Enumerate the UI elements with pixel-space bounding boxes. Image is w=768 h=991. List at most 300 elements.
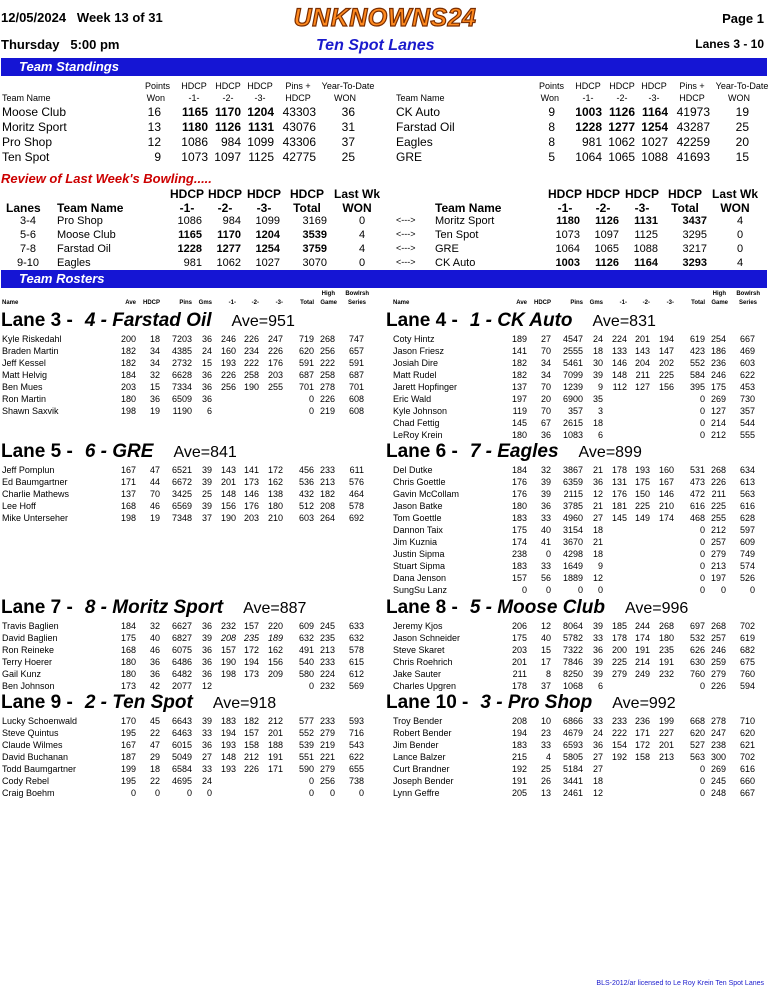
player-high-game: 222	[319, 358, 335, 368]
player-game3: 268	[658, 621, 674, 631]
player-game1: 279	[611, 669, 627, 679]
player-pins: 4547	[562, 334, 583, 344]
player-games: 33	[592, 633, 603, 643]
player-pins: 6463	[171, 728, 192, 738]
player-handicap: 41	[540, 537, 551, 547]
player-game2: 222	[243, 358, 259, 368]
player-game3: 202	[658, 358, 674, 368]
review-col-g3: -3-	[256, 201, 272, 215]
col-header-points: Points	[144, 81, 170, 91]
review-col-lastwk: Last Wk	[711, 187, 758, 201]
col-header-pins: Pins +	[679, 81, 705, 91]
player-average: 175	[511, 633, 527, 643]
player-game1: 157	[220, 645, 236, 655]
player-pins: 7322	[562, 645, 583, 655]
player-game2: 143	[634, 346, 650, 356]
player-pins: 3154	[562, 525, 583, 535]
lane-team-name: 8 - Moritz Sport	[84, 597, 224, 618]
player-average: 171	[120, 477, 136, 487]
player-game1: 193	[220, 358, 236, 368]
review-won-a: 0	[358, 215, 366, 227]
player-name: Troy Bender	[393, 716, 443, 726]
player-high-series: 612	[348, 669, 364, 679]
player-game1: 224	[611, 334, 627, 344]
roster-col-hdcp: HDCP	[142, 300, 160, 306]
standing-game3: 1254	[641, 120, 668, 134]
player-name: Chad Fettig	[393, 418, 440, 428]
player-handicap: 40	[540, 633, 551, 643]
player-total: 0	[699, 394, 705, 404]
player-high-game: 127	[710, 406, 726, 416]
player-game1: 156	[220, 501, 236, 511]
review-score-a: 1062	[216, 257, 241, 269]
player-game1: 176	[611, 489, 627, 499]
player-game3: 226	[267, 346, 283, 356]
player-high-game: 213	[319, 477, 335, 487]
roster-col-high-series: Bowlrsh	[345, 291, 369, 297]
standing-game1: 1073	[181, 150, 208, 164]
review-team-a: Farstad Oil	[57, 243, 111, 255]
player-games: 39	[201, 465, 212, 475]
player-game3: 210	[267, 513, 283, 523]
player-average: 175	[120, 633, 136, 643]
player-total: 616	[689, 501, 705, 511]
player-games: 36	[201, 382, 212, 392]
player-game3: 172	[267, 465, 283, 475]
player-average: 194	[511, 728, 527, 738]
league-logo	[284, 4, 486, 30]
roster-col-gms: Gms	[198, 300, 212, 306]
player-average: 141	[511, 346, 527, 356]
standing-game3: 1027	[641, 135, 668, 149]
standing-game2: 1097	[214, 150, 241, 164]
time-label: 5:00 pm	[70, 37, 120, 52]
roster-col-name: Name	[2, 300, 19, 306]
player-average: 176	[511, 489, 527, 499]
player-average: 195	[120, 776, 136, 786]
player-game1: 181	[611, 501, 627, 511]
player-game1: 208	[220, 633, 236, 643]
standing-ytd-won: 19	[735, 105, 749, 119]
review-col-hdcp: HDCP	[169, 187, 204, 201]
standing-points: 5	[548, 150, 555, 164]
player-average: 180	[120, 394, 136, 404]
player-average: 174	[511, 537, 527, 547]
player-game3: 188	[267, 740, 283, 750]
review-score-b: 1131	[634, 215, 658, 227]
player-name: Mike Unterseher	[2, 513, 69, 523]
player-average: 203	[120, 382, 136, 392]
player-high-series: 702	[739, 621, 755, 631]
player-high-game: 279	[710, 669, 726, 679]
player-high-series: 701	[348, 382, 364, 392]
player-high-series: 622	[739, 370, 755, 380]
player-total: 456	[298, 465, 314, 475]
player-pins: 2555	[562, 346, 583, 356]
player-high-game: 256	[319, 776, 335, 786]
standing-ytd-won: 36	[341, 105, 355, 119]
player-game2: 175	[634, 477, 650, 487]
player-games: 37	[201, 513, 212, 523]
player-pins: 6521	[171, 465, 192, 475]
player-average: 206	[511, 621, 527, 631]
lane-heading	[1, 692, 276, 714]
player-game2: 157	[243, 728, 259, 738]
player-handicap: 70	[540, 382, 551, 392]
player-handicap: 46	[149, 501, 160, 511]
player-high-series: 593	[348, 716, 364, 726]
roster-col-g1: -1-	[228, 300, 236, 306]
lane-team-name: 1 - CK Auto	[469, 310, 573, 331]
player-high-game: 225	[710, 501, 726, 511]
player-games: 36	[201, 370, 212, 380]
player-game1: 256	[220, 382, 236, 392]
player-high-game: 226	[710, 477, 726, 487]
player-high-series: 738	[348, 776, 364, 786]
player-total: 0	[699, 430, 705, 440]
player-name: Joseph Bender	[393, 776, 454, 786]
player-average: 189	[511, 334, 527, 344]
review-lanes: 3-4	[20, 215, 36, 227]
player-total: 563	[689, 752, 705, 762]
player-pins: 6584	[171, 764, 192, 774]
standing-game1: 1180	[181, 120, 208, 134]
col-header-team: Team Name	[396, 93, 445, 103]
player-total: 760	[689, 669, 705, 679]
player-pins: 8064	[562, 621, 583, 631]
player-name: Gail Kunz	[2, 669, 42, 679]
review-score-a: 3070	[302, 257, 327, 269]
player-high-series: 594	[739, 681, 755, 691]
player-name: Chris Roehrich	[393, 657, 453, 667]
player-high-series: 660	[739, 776, 755, 786]
player-total: 580	[298, 669, 314, 679]
player-high-game: 224	[319, 669, 335, 679]
player-high-game: 247	[710, 728, 726, 738]
standing-game1: 1228	[575, 120, 602, 134]
player-name: Charlie Mathews	[2, 489, 70, 499]
player-name: Curt Brandner	[393, 764, 450, 774]
player-handicap: 56	[540, 573, 551, 583]
player-game2: 203	[243, 513, 259, 523]
player-handicap: 36	[149, 657, 160, 667]
review-score-a: 1099	[255, 215, 280, 227]
standing-ytd-won: 31	[341, 120, 355, 134]
review-col-hdcp: HDCP	[585, 187, 620, 201]
league-logo-text: UNKNOWNS24	[293, 4, 477, 30]
player-average: 145	[511, 418, 527, 428]
player-high-game: 235	[319, 633, 335, 643]
player-average: 201	[511, 657, 527, 667]
review-team-a: Eagles	[57, 257, 91, 269]
player-name: Jeremy Kjos	[393, 621, 443, 631]
player-games: 21	[592, 501, 603, 511]
player-total: 577	[298, 716, 314, 726]
player-average: 180	[511, 430, 527, 440]
player-high-series: 563	[739, 489, 755, 499]
player-pins: 6866	[562, 716, 583, 726]
player-name: Jason Friesz	[393, 346, 445, 356]
standing-points: 13	[147, 120, 161, 134]
review-score-a: 1165	[178, 229, 202, 241]
player-game2: 158	[634, 752, 650, 762]
player-high-series: 357	[739, 406, 755, 416]
review-won-b: 4	[736, 215, 744, 227]
roster-col-pins: Pins	[179, 300, 192, 306]
player-handicap: 34	[149, 346, 160, 356]
review-score-b: 1064	[555, 243, 580, 255]
player-games: 6	[206, 406, 212, 416]
player-average: 184	[120, 370, 136, 380]
player-handicap: 39	[540, 477, 551, 487]
player-high-series: 675	[739, 657, 755, 667]
player-total: 0	[308, 394, 314, 404]
player-game3: 156	[267, 657, 283, 667]
player-total: 552	[298, 728, 314, 738]
standing-points: 16	[147, 105, 161, 119]
lane-heading	[386, 692, 676, 714]
player-game2: 191	[634, 645, 650, 655]
player-high-game: 0	[329, 788, 335, 798]
review-team-b: CK Auto	[435, 257, 476, 269]
player-name: Jeff Kessel	[2, 358, 46, 368]
player-high-game: 212	[710, 430, 726, 440]
roster-col-ave: Ave	[125, 300, 136, 306]
player-game3: 201	[658, 740, 674, 750]
player-high-series: 730	[739, 394, 755, 404]
player-game1: 133	[611, 346, 627, 356]
player-games: 36	[201, 657, 212, 667]
player-total: 0	[699, 573, 705, 583]
player-game3: 191	[267, 752, 283, 762]
col-header-game: -1-	[188, 93, 200, 103]
player-name: Lance Balzer	[393, 752, 446, 762]
player-handicap: 15	[540, 645, 551, 655]
standing-game2: 1065	[608, 150, 635, 164]
review-arrow: <--->	[396, 243, 416, 253]
player-game2: 212	[243, 752, 259, 762]
player-name: Lynn Geffre	[393, 788, 440, 798]
review-score-b: 1180	[556, 215, 580, 227]
lane-heading	[386, 310, 656, 332]
roster-col-high-game: High	[712, 291, 726, 297]
player-game3: 162	[267, 477, 283, 487]
player-game2: 211	[635, 370, 650, 380]
player-high-series: 543	[348, 740, 364, 750]
player-high-series: 628	[739, 513, 755, 523]
lane-team-name: 2 - Ten Spot	[84, 692, 193, 713]
col-header-ytd-won: WON	[334, 93, 356, 103]
player-handicap: 12	[540, 621, 551, 631]
player-high-game: 197	[710, 573, 726, 583]
player-game2: 234	[243, 346, 259, 356]
player-pins: 2615	[562, 418, 583, 428]
player-name: Josiah Dire	[393, 358, 439, 368]
player-average: 211	[512, 669, 527, 679]
player-games: 15	[201, 358, 212, 368]
player-high-game: 219	[319, 406, 335, 416]
player-name: Justin Sipma	[393, 549, 445, 559]
review-col-lastwk: Last Wk	[333, 187, 380, 201]
bowling-center: Ten Spot Lanes	[316, 37, 435, 54]
player-name: Ed Baumgartner	[2, 477, 68, 487]
player-game3: 235	[658, 645, 674, 655]
player-name: Coty Hintz	[393, 334, 435, 344]
lane-team-average: Ave=841	[173, 444, 237, 461]
player-game2: 173	[243, 477, 259, 487]
player-high-series: 687	[348, 370, 364, 380]
player-game3: 189	[267, 633, 283, 643]
player-handicap: 15	[149, 382, 160, 392]
standing-team-name: Eagles	[396, 135, 433, 149]
player-average: 119	[512, 406, 527, 416]
player-games: 6	[597, 681, 603, 691]
player-average: 168	[120, 645, 136, 655]
player-total: 0	[699, 776, 705, 786]
player-name: Shawn Saxvik	[2, 406, 59, 416]
review-col-won: WON	[342, 201, 372, 215]
player-total: 0	[699, 525, 705, 535]
player-name: Lee Hoff	[2, 501, 36, 511]
player-total: 539	[298, 740, 314, 750]
player-total: 697	[689, 621, 705, 631]
player-average: 0	[130, 788, 136, 798]
review-col-g1: -1-	[179, 201, 195, 215]
player-game2: 194	[243, 657, 259, 667]
review-team-b: Ten Spot	[435, 229, 479, 241]
standing-points: 8	[548, 135, 555, 149]
player-games: 9	[597, 382, 603, 392]
player-game1: 183	[220, 716, 236, 726]
player-high-series: 616	[739, 764, 755, 774]
player-high-game: 213	[710, 561, 726, 571]
player-average: 167	[120, 465, 136, 475]
player-game1: 148	[220, 752, 236, 762]
review-score-a: 981	[183, 257, 202, 269]
lane-team-average: Ave=887	[243, 600, 307, 617]
player-game1: 226	[220, 370, 236, 380]
player-name: Jake Sauter	[393, 669, 442, 679]
player-average: 178	[511, 681, 527, 691]
player-total: 630	[689, 657, 705, 667]
review-score-b: 1065	[594, 243, 619, 255]
player-games: 12	[201, 681, 212, 691]
player-average: 175	[511, 525, 527, 535]
player-pins: 7099	[562, 370, 583, 380]
lane-team-average: Ave=899	[578, 444, 642, 461]
review-score-a: 1204	[255, 229, 280, 241]
player-game3: 227	[658, 728, 674, 738]
standing-game3: 1131	[247, 120, 274, 134]
player-name: Kyle Riskedahl	[2, 334, 62, 344]
lane-heading	[1, 441, 237, 463]
review-col-hdcp: HDCP	[624, 187, 659, 201]
col-header-game: -3-	[648, 93, 660, 103]
player-total: 620	[689, 728, 705, 738]
week-label: Week 13 of 31	[76, 10, 163, 25]
review-team-a: Pro Shop	[57, 215, 103, 227]
player-game1: 246	[220, 334, 236, 344]
player-high-series: 621	[739, 740, 755, 750]
player-high-series: 526	[739, 573, 755, 583]
standing-game1: 1064	[575, 150, 602, 164]
player-games: 36	[592, 740, 603, 750]
player-games: 27	[201, 752, 212, 762]
review-lanes: 9-10	[16, 257, 40, 269]
player-handicap: 32	[149, 621, 160, 631]
player-high-series: 0	[358, 788, 364, 798]
player-pins: 5805	[562, 752, 583, 762]
player-game1: 233	[611, 716, 627, 726]
player-game1: 112	[612, 382, 627, 392]
player-average: 195	[120, 728, 136, 738]
player-high-series: 555	[739, 430, 755, 440]
rosters-bar	[1, 270, 767, 288]
player-games: 39	[201, 477, 212, 487]
player-handicap: 22	[149, 776, 160, 786]
player-total: 590	[298, 764, 314, 774]
review-won-a: 4	[358, 243, 366, 255]
col-header-pins: Pins +	[285, 81, 311, 91]
player-average: 208	[511, 716, 527, 726]
standing-game2: 1170	[214, 105, 241, 119]
col-header-points: Points	[538, 81, 564, 91]
review-score-a: 1027	[255, 257, 280, 269]
player-high-game: 268	[319, 334, 335, 344]
player-game1: 148	[220, 489, 236, 499]
player-handicap: 45	[149, 716, 160, 726]
player-game3: 147	[658, 346, 674, 356]
review-lanes: 7-8	[20, 243, 36, 255]
standing-ytd-won: 25	[735, 120, 749, 134]
player-average: 180	[120, 669, 136, 679]
player-handicap: 40	[540, 525, 551, 535]
player-handicap: 33	[540, 513, 551, 523]
player-games: 24	[592, 728, 603, 738]
roster-col-high-game2: Game	[711, 300, 728, 306]
player-high-game: 248	[710, 788, 726, 798]
player-name: Matt Helvig	[2, 370, 48, 380]
player-games: 12	[592, 573, 603, 583]
lane-team-name: 5 - Moose Club	[469, 597, 605, 618]
player-game3: 156	[658, 382, 674, 392]
col-header-ytd: Year-To-Date	[715, 81, 768, 91]
player-name: Lucky Schoenwald	[2, 716, 78, 726]
lane-team-name: 3 - Pro Shop	[480, 692, 593, 713]
player-pins: 6900	[562, 394, 583, 404]
player-game2: 193	[634, 465, 650, 475]
lane-team-name: 4 - Farstad Oil	[84, 310, 212, 331]
player-name: Claude Wilmes	[2, 740, 63, 750]
player-total: 701	[298, 382, 314, 392]
lane-label: Lane 10 -	[386, 692, 469, 713]
player-average: 182	[120, 346, 136, 356]
player-average: 198	[120, 406, 136, 416]
player-total: 0	[699, 549, 705, 559]
standing-points: 12	[147, 135, 161, 149]
review-col-won: WON	[720, 201, 750, 215]
standing-pins: 43303	[282, 105, 316, 119]
col-header-pins-hdcp: HDCP	[285, 93, 311, 103]
player-pins: 4679	[562, 728, 583, 738]
review-won-b: 4	[736, 257, 744, 269]
lane-label: Lane 6 -	[386, 441, 458, 462]
review-score-b: 3293	[682, 257, 707, 269]
standing-team-name: Pro Shop	[2, 135, 53, 149]
review-col-team: Team Name	[57, 201, 124, 215]
player-total: 687	[298, 370, 314, 380]
lane-label: Lane 5 -	[1, 441, 73, 462]
